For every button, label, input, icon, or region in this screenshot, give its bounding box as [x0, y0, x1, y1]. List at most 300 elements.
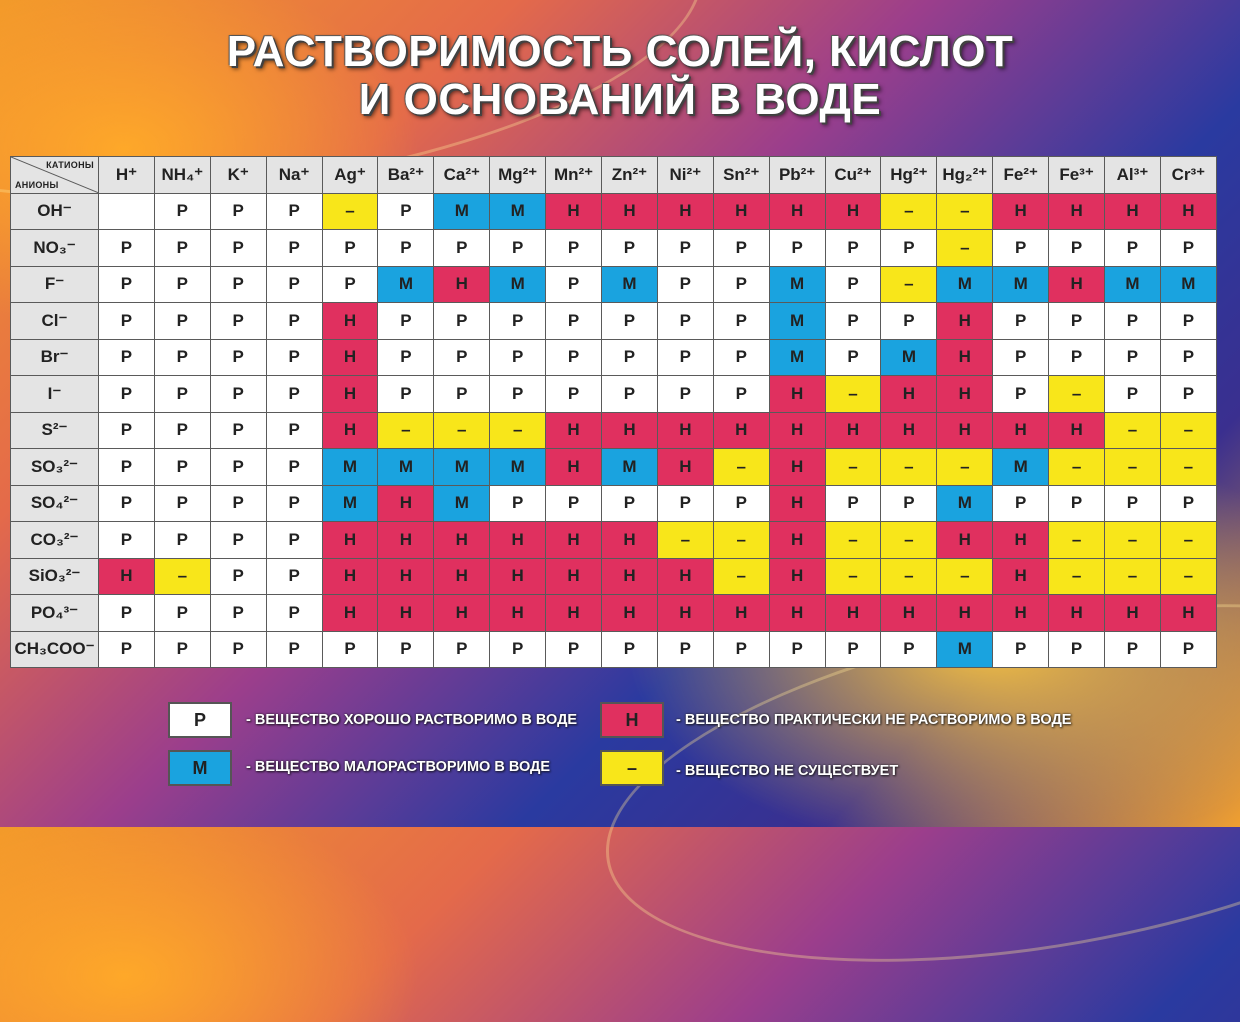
solubility-cell: Р: [210, 230, 266, 267]
solubility-cell: Р: [1105, 376, 1161, 413]
solubility-cell: –: [825, 449, 881, 486]
solubility-cell: Н: [378, 595, 434, 632]
solubility-cell: М: [993, 449, 1049, 486]
solubility-cell: –: [937, 449, 993, 486]
solubility-cell: Н: [99, 558, 155, 595]
solubility-cell: Н: [769, 522, 825, 559]
solubility-cell: Р: [99, 631, 155, 668]
solubility-cell: Р: [1105, 230, 1161, 267]
solubility-cell: Р: [546, 303, 602, 340]
solubility-cell: Н: [322, 412, 378, 449]
solubility-cell: Р: [713, 303, 769, 340]
corner-cell: [11, 157, 99, 194]
solubility-cell: Н: [769, 595, 825, 632]
solubility-cell: Р: [154, 376, 210, 413]
solubility-cell: Н: [322, 339, 378, 376]
solubility-cell: Р: [546, 266, 602, 303]
cation-header: K⁺: [210, 157, 266, 194]
solubility-cell: –: [1160, 558, 1216, 595]
solubility-cell: Р: [434, 376, 490, 413]
solubility-cell: Р: [769, 631, 825, 668]
solubility-cell: –: [713, 522, 769, 559]
cations-label: КАТИОНЫ: [46, 160, 94, 170]
solubility-cell: –: [434, 412, 490, 449]
cation-header: Na⁺: [266, 157, 322, 194]
table-row: [11, 558, 1217, 595]
solubility-cell: Р: [1160, 376, 1216, 413]
table-row: [11, 595, 1217, 632]
anion-header: CH₃COO⁻: [11, 631, 99, 668]
solubility-cell: Р: [154, 193, 210, 230]
solubility-cell: Н: [434, 522, 490, 559]
solubility-cell: –: [881, 266, 937, 303]
solubility-cell: М: [378, 266, 434, 303]
solubility-cell: Р: [266, 595, 322, 632]
solubility-cell: Р: [713, 376, 769, 413]
solubility-cell: Н: [434, 558, 490, 595]
solubility-cell: Р: [713, 485, 769, 522]
solubility-cell: Р: [154, 266, 210, 303]
table-row: [11, 522, 1217, 559]
solubility-cell: –: [881, 449, 937, 486]
solubility-cell: Р: [266, 449, 322, 486]
solubility-cell: Р: [378, 303, 434, 340]
legend-swatch-insoluble: Н: [600, 702, 664, 738]
solubility-cell: Н: [657, 193, 713, 230]
solubility-cell: Р: [210, 485, 266, 522]
anion-header: Cl⁻: [11, 303, 99, 340]
solubility-cell: Н: [378, 558, 434, 595]
title-line-1: РАСТВОРИМОСТЬ СОЛЕЙ, КИСЛОТ: [226, 27, 1014, 76]
solubility-cell: Р: [210, 303, 266, 340]
solubility-cell: Р: [210, 558, 266, 595]
cation-header: Ni²⁺: [657, 157, 713, 194]
table-row: [11, 631, 1217, 668]
solubility-cell: Н: [1160, 193, 1216, 230]
solubility-cell: –: [1049, 449, 1105, 486]
table-row: [11, 376, 1217, 413]
table-row: [11, 485, 1217, 522]
solubility-cell: Р: [434, 230, 490, 267]
anion-header: OH⁻: [11, 193, 99, 230]
cation-header: Zn²⁺: [602, 157, 658, 194]
solubility-cell: Р: [154, 631, 210, 668]
solubility-cell: Р: [99, 376, 155, 413]
solubility-cell: Р: [1049, 339, 1105, 376]
solubility-cell: Р: [266, 412, 322, 449]
solubility-cell: –: [1160, 522, 1216, 559]
solubility-cell: Р: [490, 376, 546, 413]
solubility-cell: –: [1160, 412, 1216, 449]
solubility-cell: Н: [993, 558, 1049, 595]
solubility-cell: Н: [490, 595, 546, 632]
solubility-cell: Н: [825, 193, 881, 230]
solubility-cell: Н: [322, 376, 378, 413]
solubility-cell: Р: [657, 376, 713, 413]
solubility-cell: Н: [769, 193, 825, 230]
solubility-cell: Н: [937, 412, 993, 449]
solubility-cell: –: [1160, 449, 1216, 486]
solubility-cell: Н: [1105, 193, 1161, 230]
solubility-cell: Н: [769, 485, 825, 522]
solubility-cell: Р: [378, 193, 434, 230]
solubility-cell: М: [881, 339, 937, 376]
solubility-cell: Р: [490, 339, 546, 376]
anion-header: Br⁻: [11, 339, 99, 376]
solubility-cell: М: [322, 485, 378, 522]
anion-header: S²⁻: [11, 412, 99, 449]
solubility-cell: М: [490, 266, 546, 303]
solubility-cell: М: [937, 631, 993, 668]
page-title: [0, 28, 1240, 124]
solubility-cell: Н: [993, 522, 1049, 559]
solubility-cell: Р: [210, 412, 266, 449]
solubility-cell: Р: [266, 522, 322, 559]
solubility-cell: Р: [1049, 485, 1105, 522]
solubility-cell: Р: [210, 339, 266, 376]
solubility-cell: –: [881, 193, 937, 230]
solubility-cell: Н: [602, 595, 658, 632]
solubility-cell: Н: [1049, 193, 1105, 230]
solubility-cell: Р: [266, 266, 322, 303]
solubility-cell: Н: [937, 339, 993, 376]
solubility-cell: Н: [546, 412, 602, 449]
solubility-cell: Н: [657, 595, 713, 632]
solubility-cell: Р: [99, 595, 155, 632]
solubility-cell: М: [937, 485, 993, 522]
solubility-cell: Н: [434, 266, 490, 303]
solubility-cell: Р: [322, 266, 378, 303]
solubility-cell: М: [378, 449, 434, 486]
cation-header: Mn²⁺: [546, 157, 602, 194]
solubility-cell: –: [1105, 412, 1161, 449]
solubility-cell: Н: [825, 595, 881, 632]
solubility-cell: Н: [825, 412, 881, 449]
solubility-cell: Н: [322, 522, 378, 559]
solubility-cell: Н: [993, 412, 1049, 449]
solubility-cell: –: [713, 558, 769, 595]
solubility-cell: М: [434, 449, 490, 486]
solubility-cell: Р: [881, 631, 937, 668]
solubility-cell: Н: [1049, 595, 1105, 632]
solubility-cell: Р: [154, 449, 210, 486]
solubility-cell: [99, 193, 155, 230]
solubility-cell: Р: [657, 266, 713, 303]
solubility-cell: Н: [602, 522, 658, 559]
solubility-cell: Р: [993, 631, 1049, 668]
solubility-cell: Р: [825, 230, 881, 267]
solubility-cell: М: [602, 266, 658, 303]
anion-header: F⁻: [11, 266, 99, 303]
solubility-cell: М: [322, 449, 378, 486]
solubility-cell: Р: [602, 376, 658, 413]
solubility-cell: Н: [993, 193, 1049, 230]
solubility-cell: Р: [99, 522, 155, 559]
solubility-cell: Р: [546, 230, 602, 267]
solubility-cell: Р: [546, 485, 602, 522]
cation-header: Cu²⁺: [825, 157, 881, 194]
anion-header: PO₄³⁻: [11, 595, 99, 632]
solubility-cell: –: [825, 558, 881, 595]
solubility-cell: Р: [99, 412, 155, 449]
solubility-cell: Р: [154, 522, 210, 559]
solubility-cell: Р: [99, 303, 155, 340]
solubility-cell: Р: [210, 522, 266, 559]
solubility-cell: Р: [99, 339, 155, 376]
solubility-cell: М: [769, 339, 825, 376]
solubility-cell: Н: [937, 376, 993, 413]
solubility-cell: Н: [1160, 595, 1216, 632]
solubility-cell: Р: [378, 631, 434, 668]
solubility-cell: Н: [546, 449, 602, 486]
solubility-cell: –: [1105, 449, 1161, 486]
table-row: [11, 412, 1217, 449]
solubility-cell: М: [1105, 266, 1161, 303]
solubility-cell: Р: [210, 631, 266, 668]
title-line-2: И ОСНОВАНИЙ В ВОДЕ: [358, 75, 882, 124]
solubility-cell: Р: [210, 266, 266, 303]
solubility-cell: Р: [881, 303, 937, 340]
solubility-cell: Р: [1160, 230, 1216, 267]
legend-text-insoluble: - ВЕЩЕСТВО ПРАКТИЧЕСКИ НЕ РАСТВОРИМО В ВОДЕ: [676, 712, 1072, 728]
anion-header: CO₃²⁻: [11, 522, 99, 559]
solubility-cell: Р: [825, 485, 881, 522]
solubility-cell: Р: [99, 266, 155, 303]
solubility-cell: Р: [825, 339, 881, 376]
anion-header: SO₃²⁻: [11, 449, 99, 486]
anion-header: SO₄²⁻: [11, 485, 99, 522]
solubility-table: [10, 156, 1217, 668]
solubility-cell: –: [881, 558, 937, 595]
table-row: [11, 303, 1217, 340]
solubility-cell: Р: [993, 485, 1049, 522]
solubility-cell: Р: [657, 303, 713, 340]
solubility-cell: Р: [769, 230, 825, 267]
solubility-cell: Р: [1105, 631, 1161, 668]
solubility-cell: Н: [881, 595, 937, 632]
solubility-cell: Р: [1049, 303, 1105, 340]
solubility-cell: Р: [993, 230, 1049, 267]
solubility-cell: Р: [266, 376, 322, 413]
table-row: [11, 449, 1217, 486]
solubility-cell: –: [378, 412, 434, 449]
solubility-cell: М: [769, 303, 825, 340]
legend-swatch-nonexistent: –: [600, 750, 664, 786]
cation-header: Pb²⁺: [769, 157, 825, 194]
solubility-cell: Р: [434, 339, 490, 376]
solubility-cell: Р: [825, 631, 881, 668]
anion-header: NO₃⁻: [11, 230, 99, 267]
solubility-cell: Р: [210, 595, 266, 632]
solubility-cell: Р: [266, 303, 322, 340]
solubility-cell: М: [993, 266, 1049, 303]
solubility-cell: Н: [490, 558, 546, 595]
legend-swatch-soluble: Р: [168, 702, 232, 738]
solubility-cell: Н: [322, 595, 378, 632]
solubility-cell: Р: [434, 303, 490, 340]
solubility-cell: –: [1105, 558, 1161, 595]
solubility-cell: Н: [713, 193, 769, 230]
solubility-cell: –: [937, 558, 993, 595]
solubility-cell: Р: [490, 485, 546, 522]
cation-header-row: [11, 157, 1217, 194]
cation-header: NH₄⁺: [154, 157, 210, 194]
solubility-cell: Н: [993, 595, 1049, 632]
solubility-cell: М: [490, 449, 546, 486]
cation-header: Ag⁺: [322, 157, 378, 194]
solubility-cell: Н: [713, 595, 769, 632]
solubility-cell: Р: [602, 339, 658, 376]
solubility-cell: Р: [713, 230, 769, 267]
solubility-cell: –: [881, 522, 937, 559]
solubility-cell: Р: [657, 631, 713, 668]
solubility-cell: Р: [546, 631, 602, 668]
solubility-cell: Н: [937, 595, 993, 632]
solubility-cell: Р: [546, 376, 602, 413]
solubility-cell: М: [602, 449, 658, 486]
solubility-cell: Р: [602, 230, 658, 267]
solubility-cell: –: [937, 193, 993, 230]
cation-header: Ca²⁺: [434, 157, 490, 194]
solubility-cell: Н: [881, 412, 937, 449]
solubility-cell: Н: [1105, 595, 1161, 632]
solubility-cell: Н: [322, 303, 378, 340]
solubility-cell: Р: [99, 449, 155, 486]
solubility-cell: Р: [1160, 631, 1216, 668]
solubility-cell: Н: [657, 558, 713, 595]
solubility-cell: Р: [546, 339, 602, 376]
solubility-cell: Р: [1049, 230, 1105, 267]
solubility-cell: Н: [546, 558, 602, 595]
solubility-cell: Н: [937, 303, 993, 340]
solubility-cell: Р: [99, 230, 155, 267]
solubility-cell: Н: [769, 558, 825, 595]
solubility-cell: –: [713, 449, 769, 486]
table-row: [11, 339, 1217, 376]
solubility-cell: Р: [657, 230, 713, 267]
solubility-cell: Р: [1105, 303, 1161, 340]
solubility-cell: Р: [434, 631, 490, 668]
solubility-cell: Н: [490, 522, 546, 559]
solubility-cell: Р: [154, 595, 210, 632]
cation-header: Mg²⁺: [490, 157, 546, 194]
legend-text-soluble: - ВЕЩЕСТВО ХОРОШО РАСТВОРИМО В ВОДЕ: [246, 712, 578, 728]
solubility-cell: Р: [322, 631, 378, 668]
solubility-cell: Р: [154, 303, 210, 340]
solubility-cell: Р: [602, 303, 658, 340]
solubility-cell: Р: [490, 631, 546, 668]
solubility-cell: –: [657, 522, 713, 559]
solubility-cell: Р: [378, 339, 434, 376]
solubility-cell: –: [1049, 558, 1105, 595]
cation-header: Al³⁺: [1105, 157, 1161, 194]
cation-header: Sn²⁺: [713, 157, 769, 194]
solubility-cell: Н: [602, 412, 658, 449]
solubility-cell: –: [1105, 522, 1161, 559]
solubility-cell: М: [769, 266, 825, 303]
solubility-cell: Н: [1049, 412, 1105, 449]
solubility-cell: Н: [713, 412, 769, 449]
legend-swatch-slightly-soluble: М: [168, 750, 232, 786]
solubility-cell: Н: [769, 449, 825, 486]
anion-header: SiO₃²⁻: [11, 558, 99, 595]
solubility-cell: Н: [602, 558, 658, 595]
solubility-cell: –: [1049, 522, 1105, 559]
cation-header: Fe²⁺: [993, 157, 1049, 194]
solubility-cell: Р: [825, 303, 881, 340]
solubility-cell: –: [937, 230, 993, 267]
solubility-cell: Р: [378, 376, 434, 413]
solubility-cell: Р: [993, 303, 1049, 340]
solubility-cell: Р: [154, 412, 210, 449]
solubility-cell: Н: [434, 595, 490, 632]
solubility-cell: Р: [210, 376, 266, 413]
solubility-cell: Р: [1160, 485, 1216, 522]
solubility-cell: Р: [266, 339, 322, 376]
solubility-cell: Р: [266, 193, 322, 230]
solubility-cell: Н: [881, 376, 937, 413]
solubility-cell: Р: [1105, 485, 1161, 522]
solubility-cell: Р: [993, 376, 1049, 413]
solubility-cell: Н: [657, 449, 713, 486]
cation-header: Hg²⁺: [881, 157, 937, 194]
solubility-cell: Р: [1160, 303, 1216, 340]
solubility-cell: Р: [266, 230, 322, 267]
solubility-cell: Р: [266, 558, 322, 595]
solubility-cell: Р: [154, 230, 210, 267]
solubility-cell: Р: [322, 230, 378, 267]
solubility-cell: Р: [825, 266, 881, 303]
solubility-cell: Н: [546, 193, 602, 230]
solubility-cell: Н: [937, 522, 993, 559]
table-row: [11, 230, 1217, 267]
solubility-cell: Р: [602, 631, 658, 668]
solubility-cell: Н: [1049, 266, 1105, 303]
solubility-cell: Р: [657, 485, 713, 522]
solubility-cell: М: [490, 193, 546, 230]
solubility-cell: Н: [769, 412, 825, 449]
solubility-cell: Р: [378, 230, 434, 267]
solubility-cell: Р: [99, 485, 155, 522]
solubility-cell: Р: [993, 339, 1049, 376]
table-row: [11, 266, 1217, 303]
anion-header: I⁻: [11, 376, 99, 413]
cation-header: Fe³⁺: [1049, 157, 1105, 194]
solubility-cell: Н: [657, 412, 713, 449]
solubility-cell: Р: [266, 485, 322, 522]
solubility-cell: Р: [490, 230, 546, 267]
cation-header: Hg₂²⁺: [937, 157, 993, 194]
solubility-cell: –: [825, 376, 881, 413]
solubility-cell: Р: [154, 485, 210, 522]
solubility-cell: М: [434, 485, 490, 522]
solubility-cell: Р: [490, 303, 546, 340]
solubility-cell: М: [937, 266, 993, 303]
solubility-cell: Р: [881, 485, 937, 522]
solubility-cell: –: [322, 193, 378, 230]
legend-text-slightly-soluble: - ВЕЩЕСТВО МАЛОРАСТВОРИМО В ВОДЕ: [246, 759, 551, 775]
cation-header: H⁺: [99, 157, 155, 194]
solubility-cell: М: [1160, 266, 1216, 303]
solubility-cell: Р: [881, 230, 937, 267]
solubility-cell: –: [154, 558, 210, 595]
solubility-cell: Н: [322, 558, 378, 595]
solubility-cell: Н: [769, 376, 825, 413]
solubility-cell: Р: [210, 449, 266, 486]
cation-header: Cr³⁺: [1160, 157, 1216, 194]
solubility-cell: Р: [266, 631, 322, 668]
solubility-cell: Н: [378, 522, 434, 559]
